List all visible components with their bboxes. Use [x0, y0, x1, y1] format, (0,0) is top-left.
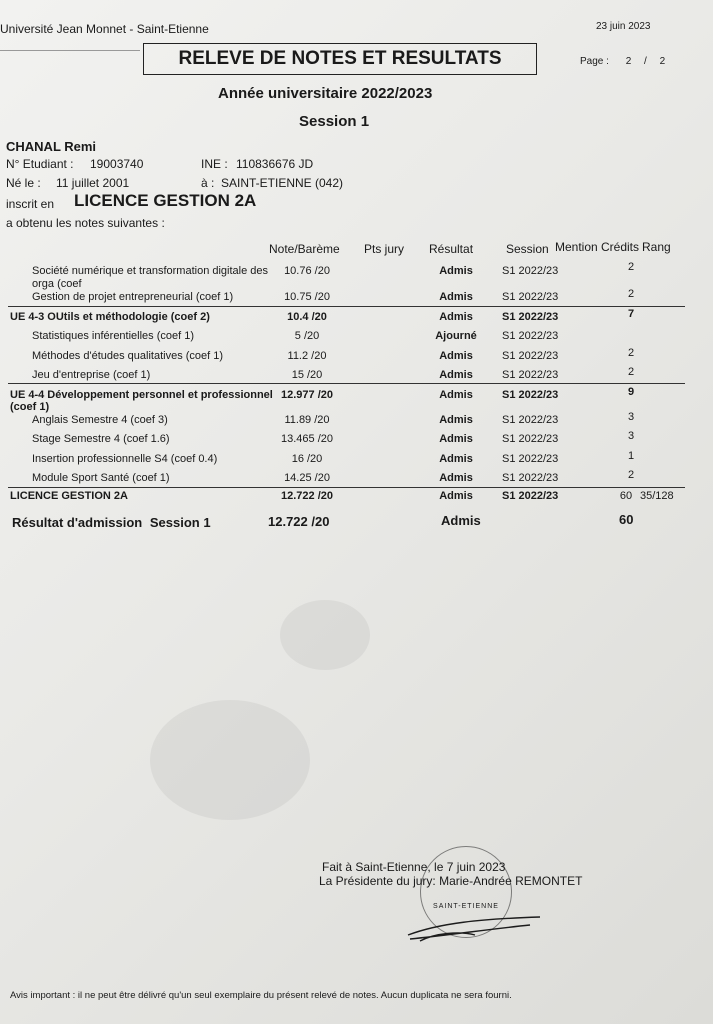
- ue-note: 10.4 /20: [287, 311, 327, 323]
- birth-date: 11 juillet 2001: [56, 176, 130, 190]
- admission-credits: 60: [619, 512, 634, 527]
- course-note: 11.2 /20: [287, 350, 327, 362]
- section-divider: [8, 487, 685, 488]
- col-jury: Pts jury: [364, 242, 405, 256]
- table-row: [0, 261, 713, 290]
- col-result: Résultat: [429, 242, 474, 256]
- session-title: Session 1: [299, 113, 370, 130]
- table-row: [0, 330, 713, 348]
- birth-place-label: à :: [201, 176, 215, 190]
- course-note: 13.465 /20: [281, 433, 333, 445]
- course-result: Admis: [439, 472, 473, 484]
- course-result: Admis: [439, 291, 473, 303]
- course-session: S1 2022/23: [502, 291, 559, 303]
- enrolled-label: inscrit en: [6, 197, 55, 211]
- table-row: [0, 411, 713, 432]
- course-label: Société numérique et transformation digitale des: [32, 265, 269, 277]
- course-credits: 3: [627, 430, 635, 442]
- ue-result: Admis: [439, 311, 473, 323]
- paper-crease: [280, 600, 370, 670]
- birth-label: Né le :: [6, 176, 41, 190]
- ue-note: 12.977 /20: [281, 389, 333, 401]
- course-label: Jeu d'entreprise (coef 1): [32, 369, 151, 381]
- admission-note: 12.722 /20: [268, 514, 330, 529]
- ue-label: UE 4-3 OUtils et méthodologie (coef 2): [10, 311, 210, 323]
- admission-label: [12, 515, 211, 530]
- course-label: Stage Semestre 4 (coef 1.6): [32, 433, 170, 445]
- admission-text: Résultat d'admission: [12, 515, 143, 530]
- course-result: Admis: [439, 350, 473, 362]
- col-rank: Rang: [642, 240, 671, 254]
- birth-place: SAINT-ETIENNE (042): [221, 176, 344, 190]
- course-result: Ajourné: [435, 330, 477, 342]
- page-separator: /: [644, 56, 647, 67]
- course-label: Méthodes d'études qualitatives (coef 1): [32, 350, 224, 362]
- university-name: Université Jean Monnet - Saint-Etienne: [0, 22, 209, 36]
- ue-session: S1 2022/23: [502, 311, 559, 323]
- student-id-label: N° Etudiant :: [6, 157, 74, 171]
- ue-result: Admis: [439, 389, 473, 401]
- program-total-rank: 35/128: [640, 490, 674, 502]
- header-rule: [0, 50, 140, 51]
- course-result: Admis: [439, 433, 473, 445]
- col-mention: Mention: [555, 240, 598, 254]
- course-session: S1 2022/23: [502, 350, 559, 362]
- ine-value: 110836676 JD: [236, 157, 314, 171]
- program-name: LICENCE GESTION 2A: [74, 191, 257, 210]
- course-label-cont: orga (coef: [32, 278, 82, 290]
- ue-credits: 7: [627, 308, 635, 320]
- signature-president: La Présidente du jury: Marie-Andrée REMONTET: [319, 874, 583, 888]
- course-result: Admis: [439, 369, 473, 381]
- course-note: 16 /20: [291, 453, 323, 465]
- table-row: [0, 308, 713, 329]
- student-name: CHANAL Remi: [6, 139, 97, 154]
- stamp-text: SAINT-ETIENNE: [433, 903, 499, 910]
- page-indicator: [580, 56, 665, 67]
- document-title: RELEVE DE NOTES ET RESULTATS: [143, 43, 537, 75]
- course-label: Gestion de projet entrepreneurial (coef 1): [32, 291, 234, 303]
- course-label: Anglais Semestre 4 (coef 3): [32, 414, 168, 426]
- footer-notice: Avis important : il ne peut être délivré qu'un seul exemplaire du présent relevé de notes. Aucun duplicata ne sera fourni.: [10, 990, 512, 1001]
- program-total-label: LICENCE GESTION 2A: [10, 490, 128, 502]
- program-total-result: Admis: [439, 490, 473, 502]
- program-total-session: S1 2022/23: [502, 490, 559, 502]
- section-divider: [8, 383, 685, 384]
- course-credits: 2: [627, 261, 635, 273]
- course-note: 11.89 /20: [284, 414, 330, 426]
- course-session: S1 2022/23: [502, 472, 559, 484]
- course-credits: 1: [627, 450, 635, 462]
- table-row: [0, 347, 713, 368]
- course-result: Admis: [439, 265, 473, 277]
- ue-credits: 9: [627, 386, 635, 398]
- course-session: S1 2022/23: [502, 265, 559, 277]
- signature-place-date: Fait à Saint-Etienne, le 7 juin 2023: [322, 860, 506, 874]
- course-session: S1 2022/23: [502, 453, 559, 465]
- program-total-note: 12.722 /20: [281, 490, 333, 502]
- col-note: Note/Barème: [269, 242, 340, 256]
- page-label: Page :: [580, 56, 609, 67]
- student-id: 19003740: [90, 157, 144, 171]
- section-divider: [8, 306, 685, 307]
- table-row: [0, 366, 713, 387]
- page-current: 2: [625, 56, 632, 67]
- course-label: Insertion professionnelle S4 (coef 0.4): [32, 453, 218, 465]
- table-row-total: [0, 490, 713, 508]
- print-date: 23 juin 2023: [596, 21, 651, 32]
- course-session: S1 2022/23: [502, 330, 559, 342]
- course-session: S1 2022/23: [502, 369, 559, 381]
- course-credits: 2: [627, 288, 635, 300]
- course-credits: 3: [627, 411, 635, 423]
- admission-result: Admis: [441, 513, 481, 528]
- course-note: 5 /20: [294, 330, 320, 342]
- course-label: Statistiques inférentielles (coef 1): [32, 330, 195, 342]
- course-credits: 2: [627, 347, 635, 359]
- course-result: Admis: [439, 414, 473, 426]
- paper-crease: [150, 700, 310, 820]
- course-credits: 2: [627, 366, 635, 378]
- ine-label: INE :: [201, 157, 228, 171]
- course-note: 15 /20: [291, 369, 323, 381]
- admission-session: Session 1: [149, 515, 211, 530]
- col-session: Session: [506, 242, 549, 256]
- table-row: [0, 450, 713, 471]
- col-credits: Crédits: [601, 240, 640, 254]
- table-row: [0, 386, 713, 413]
- ue-session: S1 2022/23: [502, 389, 559, 401]
- academic-year: Année universitaire 2022/2023: [218, 85, 433, 102]
- course-credits: 2: [627, 469, 635, 481]
- page-total: 2: [659, 56, 666, 67]
- program-total-credits: 60: [619, 490, 633, 502]
- course-result: Admis: [439, 453, 473, 465]
- course-note: 10.76 /20: [284, 265, 330, 277]
- handwritten-signature: [400, 905, 550, 945]
- obtained-text: a obtenu les notes suivantes :: [6, 216, 165, 230]
- course-note: 14.25 /20: [284, 472, 330, 484]
- ue-label: UE 4-4 Développement personnel et professionnel: [10, 389, 273, 401]
- course-session: S1 2022/23: [502, 414, 559, 426]
- course-label: Module Sport Santé (coef 1): [32, 472, 170, 484]
- course-session: S1 2022/23: [502, 433, 559, 445]
- ue-label-cont: (coef 1): [10, 401, 50, 413]
- table-row: [0, 430, 713, 451]
- course-note: 10.75 /20: [284, 291, 330, 303]
